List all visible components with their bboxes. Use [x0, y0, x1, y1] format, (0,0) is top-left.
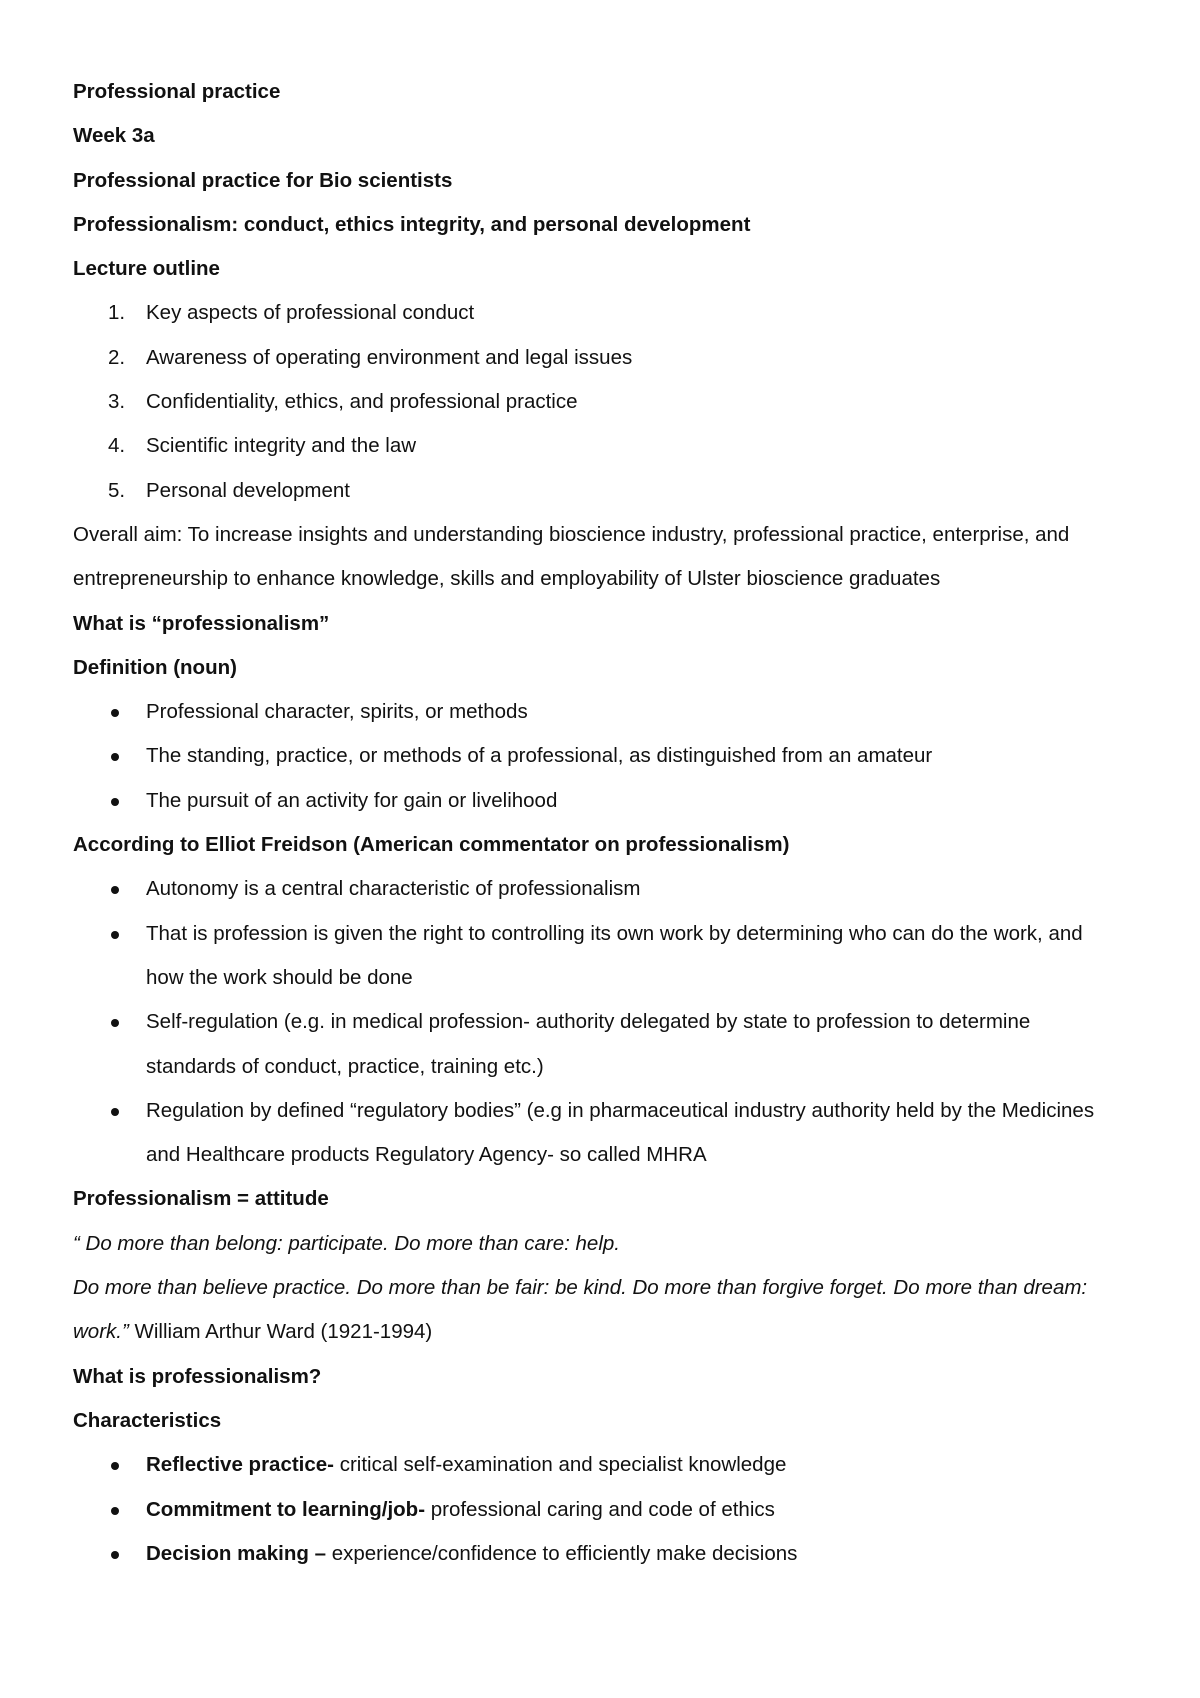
characteristic-desc: professional caring and code of ethics	[425, 1497, 775, 1521]
bullet-icon	[111, 798, 119, 806]
freidson-item: Self-regulation (e.g. in medical profession- authority delegated by state to profession to determine standards of conduct, practice, training etc.)	[73, 1000, 1106, 1089]
bullet-icon	[111, 753, 119, 761]
outline-list	[73, 291, 1140, 512]
outline-item: 3. Confidentiality, ethics, and professional practice	[108, 390, 578, 414]
characteristic-item	[73, 1443, 1140, 1487]
characteristics-heading: Characteristics	[73, 1408, 222, 1432]
outline-item: 5. Personal development	[108, 478, 350, 502]
bullet-icon	[111, 1108, 119, 1116]
freidson-heading: According to Elliot Freidson (American commentator on professionalism)	[73, 833, 790, 857]
outline-item: 1. Key aspects of professional conduct	[108, 301, 475, 325]
definition-heading: Definition (noun)	[73, 655, 237, 679]
characteristic-desc: critical self-examination and specialist knowledge	[334, 1453, 787, 1477]
outline-heading: Lecture outline	[73, 257, 220, 281]
attitude-heading: Professionalism = attitude	[73, 1187, 329, 1211]
bullet-icon	[111, 1551, 119, 1559]
characteristic-term: Reflective practice-	[146, 1453, 335, 1477]
definition-item: Professional character, spirits, or methods	[73, 690, 1140, 734]
freidson-item: Autonomy is a central characteristic of professionalism	[73, 867, 1140, 911]
overall-aim: Overall aim: To increase insights and understanding bioscience industry, professional practice, enterprise, and entrepreneurship to enhance knowledge, skills and employability of Ulster bioscience graduates	[73, 522, 1070, 591]
quote-block	[73, 1266, 1113, 1355]
characteristic-term: Commitment to learning/job-	[146, 1497, 426, 1521]
definition-item: The standing, practice, or methods of a professional, as distinguished from an amateur	[73, 734, 1140, 778]
what-is-question-heading: What is professionalism?	[73, 1364, 322, 1388]
document-subtitle: Professional practice for Bio scientists	[73, 168, 453, 192]
characteristics-list	[73, 1443, 1140, 1576]
topic-heading: Professionalism: conduct, ethics integrity, and personal development	[73, 212, 751, 236]
document-title: Professional practice	[73, 80, 281, 103]
outline-item: 2. Awareness of operating environment and legal issues	[108, 345, 633, 369]
bullet-icon	[111, 709, 119, 717]
freidson-item: Regulation by defined “regulatory bodies” (e.g in pharmaceutical industry authority held by the Medicines and Healthcare products Regulatory Agency- so called MHRA	[73, 1089, 1106, 1178]
characteristic-term: Decision making –	[146, 1541, 327, 1565]
outline-item: 4. Scientific integrity and the law	[108, 434, 417, 458]
bullet-icon	[111, 886, 119, 894]
freidson-list	[73, 867, 1140, 1177]
characteristic-desc: experience/confidence to efficiently make decisions	[326, 1541, 798, 1565]
week-label: Week 3a	[73, 124, 155, 148]
quote-line-1: “ Do more than belong: participate. Do more than care: help.	[73, 1231, 620, 1255]
bullet-icon	[111, 1019, 119, 1027]
definition-item: The pursuit of an activity for gain or livelihood	[73, 779, 1140, 823]
what-is-heading: What is “professionalism”	[73, 611, 330, 635]
characteristic-item	[73, 1488, 1140, 1532]
definition-list	[73, 690, 1140, 823]
bullet-icon	[111, 1462, 119, 1470]
bullet-icon	[111, 931, 119, 939]
bullet-icon	[111, 1507, 119, 1515]
freidson-item: That is profession is given the right to controlling its own work by determining who can do the work, and how the work should be done	[73, 912, 1106, 1001]
quote-author: William Arthur Ward (1921-1994)	[128, 1320, 433, 1344]
quote-line-2: Do more than believe practice. Do more than be fair: be kind. Do more than forgive forget. Do more than dream: work.”	[73, 1276, 1088, 1344]
characteristic-item	[73, 1532, 1140, 1576]
